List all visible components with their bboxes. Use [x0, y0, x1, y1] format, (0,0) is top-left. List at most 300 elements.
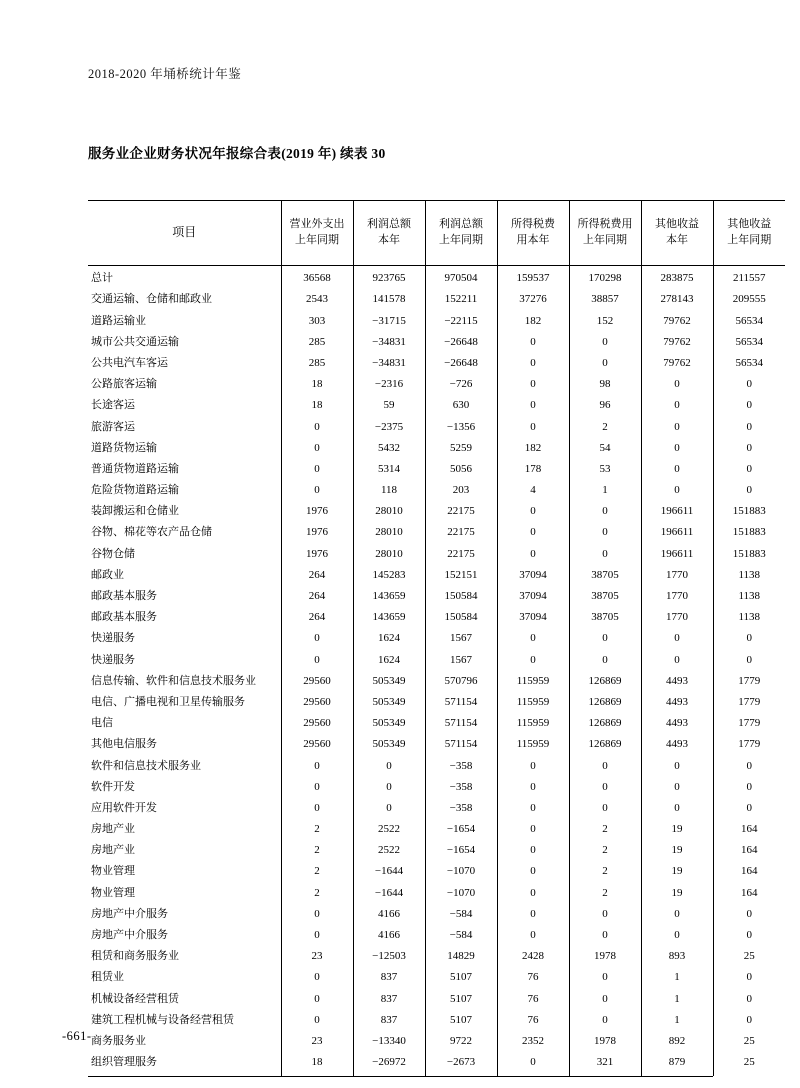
table-cell: 278143	[641, 290, 713, 311]
table-cell: 0	[497, 862, 569, 883]
table-row	[88, 311, 785, 332]
table-cell: 0	[569, 904, 641, 925]
table-cell: 0	[713, 459, 785, 480]
table-cell: 152	[569, 311, 641, 332]
table-cell: −358	[425, 798, 497, 819]
column-header-line1: 利润总额	[367, 218, 411, 231]
table-cell: 0	[641, 925, 713, 946]
table-cell: 38857	[569, 290, 641, 311]
table-cell: 0	[713, 374, 785, 395]
table-cell: 571154	[425, 692, 497, 713]
table-cell: 0	[569, 650, 641, 671]
table-row	[88, 417, 785, 438]
table-cell: −1644	[353, 883, 425, 904]
table-cell: 505349	[353, 671, 425, 692]
column-header-line2: 本年	[378, 234, 400, 246]
table-cell: 1978	[569, 946, 641, 967]
table-cell: 36568	[281, 266, 353, 290]
table-cell: 0	[641, 438, 713, 459]
table-cell: 0	[713, 925, 785, 946]
table-row	[88, 756, 785, 777]
table-cell: −1356	[425, 417, 497, 438]
column-header-income-tax-prev	[569, 201, 641, 266]
table-cell: 1567	[425, 629, 497, 650]
row-label: 房地产中介服务	[88, 904, 281, 925]
table-cell: 923765	[353, 266, 425, 290]
table-cell: 0	[569, 332, 641, 353]
row-label: 租赁和商务服务业	[88, 946, 281, 967]
table-cell: 0	[641, 798, 713, 819]
column-header-income-tax-current	[497, 201, 569, 266]
table-body	[88, 266, 785, 1076]
table-cell: 2543	[281, 290, 353, 311]
table-cell: 19	[641, 840, 713, 861]
row-label: 建筑工程机械与设备经营租赁	[88, 1010, 281, 1031]
table-cell: 0	[641, 480, 713, 501]
row-label: 商务服务业	[88, 1031, 281, 1052]
table-cell: 0	[569, 989, 641, 1010]
table-row	[88, 332, 785, 353]
column-header-other-income-current	[641, 201, 713, 266]
table-cell: 1976	[281, 544, 353, 565]
row-label: 道路货物运输	[88, 438, 281, 459]
table-cell: 0	[497, 523, 569, 544]
table-cell: 28010	[353, 523, 425, 544]
table-cell: 0	[569, 968, 641, 989]
table-cell: 196611	[641, 501, 713, 522]
table-row	[88, 650, 785, 671]
table-cell: 1624	[353, 629, 425, 650]
table-cell: 126869	[569, 692, 641, 713]
table-cell: 0	[353, 756, 425, 777]
table-cell: 19	[641, 862, 713, 883]
table-cell: 151883	[713, 523, 785, 544]
table-cell: 0	[497, 417, 569, 438]
table-cell: −26648	[425, 353, 497, 374]
table-cell: −26972	[353, 1052, 425, 1076]
table-row	[88, 396, 785, 417]
table-cell: 570796	[425, 671, 497, 692]
table-cell: −12503	[353, 946, 425, 967]
table-cell: 0	[497, 798, 569, 819]
table-cell: 0	[497, 819, 569, 840]
table-row	[88, 607, 785, 628]
table-cell: 1138	[713, 586, 785, 607]
table-cell: 1976	[281, 501, 353, 522]
table-cell: 630	[425, 396, 497, 417]
table-row	[88, 862, 785, 883]
table-cell: −13340	[353, 1031, 425, 1052]
table-cell: 0	[281, 756, 353, 777]
table-cell: 0	[569, 544, 641, 565]
table-row	[88, 565, 785, 586]
row-label: 旅游客运	[88, 417, 281, 438]
table-cell: 98	[569, 374, 641, 395]
table-cell: 37276	[497, 290, 569, 311]
column-header-line2: 上年同期	[295, 234, 339, 246]
table-cell: 0	[569, 353, 641, 374]
table-cell: 321	[569, 1052, 641, 1076]
table-cell: 0	[713, 650, 785, 671]
table-cell: 25	[713, 1031, 785, 1052]
table-cell: 4493	[641, 671, 713, 692]
table-cell: 0	[713, 904, 785, 925]
table-cell: 28010	[353, 544, 425, 565]
table-cell: 1779	[713, 671, 785, 692]
row-label: 谷物仓储	[88, 544, 281, 565]
table-cell: 115959	[497, 713, 569, 734]
table-row	[88, 501, 785, 522]
row-label: 信息传输、软件和信息技术服务业	[88, 671, 281, 692]
table-cell: 164	[713, 819, 785, 840]
table-cell: 0	[281, 798, 353, 819]
table-cell: 1	[641, 989, 713, 1010]
table-cell: 2352	[497, 1031, 569, 1052]
table-row	[88, 671, 785, 692]
table-cell: 0	[641, 396, 713, 417]
table-cell: 4493	[641, 713, 713, 734]
table-cell: 0	[281, 925, 353, 946]
table-cell: 283875	[641, 266, 713, 290]
table-cell: 0	[281, 417, 353, 438]
table-cell: 285	[281, 353, 353, 374]
column-header-line1: 其他收益	[727, 218, 772, 231]
table-cell: 0	[713, 777, 785, 798]
table-cell: 0	[497, 756, 569, 777]
table-cell: 56534	[713, 311, 785, 332]
table-cell: −358	[425, 756, 497, 777]
row-label: 电信	[88, 713, 281, 734]
table-cell: 14829	[425, 946, 497, 967]
table-cell: 2522	[353, 840, 425, 861]
table-cell: 159537	[497, 266, 569, 290]
table-cell: 571154	[425, 713, 497, 734]
row-label: 总计	[88, 266, 281, 290]
table-cell: 54	[569, 438, 641, 459]
table-cell: 0	[569, 523, 641, 544]
table-cell: 2	[569, 417, 641, 438]
table-header	[88, 201, 785, 266]
table-cell: 0	[281, 777, 353, 798]
table-cell: 505349	[353, 713, 425, 734]
table-cell: 29560	[281, 692, 353, 713]
table-row	[88, 266, 785, 290]
table-cell: 0	[281, 650, 353, 671]
table-cell: 209555	[713, 290, 785, 311]
table-cell: −2673	[425, 1052, 497, 1076]
table-cell: 0	[281, 480, 353, 501]
table-cell: 150584	[425, 607, 497, 628]
table-cell: 56534	[713, 332, 785, 353]
table-cell: 5314	[353, 459, 425, 480]
row-label: 公路旅客运输	[88, 374, 281, 395]
table-cell: 0	[497, 629, 569, 650]
table-row	[88, 946, 785, 967]
table-cell: 0	[641, 374, 713, 395]
table-cell: 0	[353, 777, 425, 798]
table-cell: 879	[641, 1052, 713, 1076]
table-cell: 196611	[641, 544, 713, 565]
table-cell: 0	[569, 777, 641, 798]
row-label: 公共电汽车客运	[88, 353, 281, 374]
table-cell: 2	[569, 862, 641, 883]
table-row	[88, 735, 785, 756]
table-cell: −34831	[353, 353, 425, 374]
table-cell: 2	[569, 883, 641, 904]
table-cell: 150584	[425, 586, 497, 607]
table-row	[88, 904, 785, 925]
row-label: 邮政基本服务	[88, 586, 281, 607]
table-cell: 5259	[425, 438, 497, 459]
running-head: 2018-2020 年埇桥统计年鉴	[88, 67, 242, 81]
table-cell: 4	[497, 480, 569, 501]
table-cell: 37094	[497, 565, 569, 586]
table-cell: 837	[353, 1010, 425, 1031]
table-cell: 1	[641, 968, 713, 989]
table-cell: 0	[713, 968, 785, 989]
table-cell: 56534	[713, 353, 785, 374]
table-cell: 303	[281, 311, 353, 332]
table-cell: 2	[281, 819, 353, 840]
table-cell: 0	[281, 1010, 353, 1031]
column-header-line1: 所得税费用	[577, 218, 633, 231]
table-cell: 18	[281, 374, 353, 395]
table-row	[88, 968, 785, 989]
table-cell: 178	[497, 459, 569, 480]
column-header-line2: 用本年	[516, 234, 550, 246]
table-cell: 0	[353, 798, 425, 819]
table-cell: 0	[497, 925, 569, 946]
table-cell: 0	[713, 1010, 785, 1031]
table-cell: 22175	[425, 523, 497, 544]
table-cell: 1138	[713, 607, 785, 628]
column-header-total-profit-current	[353, 201, 425, 266]
table-cell: 164	[713, 883, 785, 904]
table-cell: 0	[569, 501, 641, 522]
table-cell: 837	[353, 989, 425, 1010]
row-label: 物业管理	[88, 862, 281, 883]
table-cell: 0	[641, 459, 713, 480]
table-cell: 0	[569, 1010, 641, 1031]
table-cell: 0	[281, 459, 353, 480]
table-cell: 38705	[569, 607, 641, 628]
row-label: 谷物、棉花等农产品仓储	[88, 523, 281, 544]
row-label: 交通运输、仓储和邮政业	[88, 290, 281, 311]
table-cell: 0	[641, 629, 713, 650]
column-header-line1: 所得税费	[511, 218, 555, 231]
row-label: 邮政业	[88, 565, 281, 586]
table-row	[88, 798, 785, 819]
table-cell: 2	[281, 883, 353, 904]
table-cell: −31715	[353, 311, 425, 332]
table-cell: −1654	[425, 819, 497, 840]
table-cell: 0	[713, 417, 785, 438]
table-cell: 505349	[353, 692, 425, 713]
table-cell: 571154	[425, 735, 497, 756]
table-cell: 5432	[353, 438, 425, 459]
table-cell: 1976	[281, 523, 353, 544]
table-row	[88, 1052, 785, 1076]
table-row	[88, 925, 785, 946]
table-cell: 1779	[713, 735, 785, 756]
table-cell: 126869	[569, 735, 641, 756]
row-label: 长途客运	[88, 396, 281, 417]
table-cell: 151883	[713, 501, 785, 522]
table-cell: 970504	[425, 266, 497, 290]
row-label: 房地产中介服务	[88, 925, 281, 946]
table-cell: 211557	[713, 266, 785, 290]
column-header-line1: 营业外支出	[289, 218, 345, 231]
table-cell: 0	[497, 650, 569, 671]
table-cell: 182	[497, 438, 569, 459]
table-cell: 29560	[281, 713, 353, 734]
table-cell: 126869	[569, 713, 641, 734]
table-cell: 2	[569, 840, 641, 861]
table-cell: 1978	[569, 1031, 641, 1052]
column-header-line2: 上年同期	[583, 234, 627, 246]
table-cell: 892	[641, 1031, 713, 1052]
table-cell: 0	[497, 332, 569, 353]
column-header-total-profit-prev	[425, 201, 497, 266]
table-cell: 0	[281, 904, 353, 925]
table-row	[88, 989, 785, 1010]
table-cell: 115959	[497, 692, 569, 713]
table-cell: 1567	[425, 650, 497, 671]
table-cell: 143659	[353, 607, 425, 628]
table-cell: 76	[497, 989, 569, 1010]
table-row	[88, 819, 785, 840]
table-cell: 182	[497, 311, 569, 332]
table-cell: −22115	[425, 311, 497, 332]
table-cell: 164	[713, 840, 785, 861]
table-cell: 4166	[353, 925, 425, 946]
table-cell: 837	[353, 968, 425, 989]
table-cell: 196611	[641, 523, 713, 544]
table-cell: 1770	[641, 565, 713, 586]
table-row	[88, 523, 785, 544]
table-cell: 893	[641, 946, 713, 967]
table-row	[88, 586, 785, 607]
table-cell: 22175	[425, 501, 497, 522]
table-cell: 9722	[425, 1031, 497, 1052]
table-cell: 76	[497, 968, 569, 989]
table-cell: 0	[281, 989, 353, 1010]
table-cell: 1779	[713, 692, 785, 713]
table-cell: 115959	[497, 671, 569, 692]
table-cell: 5107	[425, 968, 497, 989]
table-cell: 118	[353, 480, 425, 501]
table-cell: 1	[569, 480, 641, 501]
table-cell: 38705	[569, 586, 641, 607]
table-cell: 0	[641, 756, 713, 777]
table-cell: 19	[641, 883, 713, 904]
table-row	[88, 713, 785, 734]
table-cell: −1070	[425, 883, 497, 904]
table-cell: 143659	[353, 586, 425, 607]
table-row	[88, 374, 785, 395]
table-row	[88, 459, 785, 480]
table-cell: 0	[281, 968, 353, 989]
column-header-nonoperating-expense-prev	[281, 201, 353, 266]
statistical-table-container	[88, 200, 772, 1077]
table-cell: 164	[713, 862, 785, 883]
table-cell: 0	[641, 904, 713, 925]
table-cell: −2375	[353, 417, 425, 438]
table-row	[88, 353, 785, 374]
table-cell: −2316	[353, 374, 425, 395]
column-header-line2: 本年	[666, 234, 688, 246]
table-cell: 285	[281, 332, 353, 353]
row-label: 道路运输业	[88, 311, 281, 332]
table-row	[88, 480, 785, 501]
table-cell: 37094	[497, 607, 569, 628]
table-cell: 2	[281, 862, 353, 883]
table-cell: 2	[281, 840, 353, 861]
row-label: 危险货物道路运输	[88, 480, 281, 501]
table-cell: 0	[281, 629, 353, 650]
table-cell: 2428	[497, 946, 569, 967]
table-cell: −34831	[353, 332, 425, 353]
row-label: 应用软件开发	[88, 798, 281, 819]
table-cell: 96	[569, 396, 641, 417]
table-cell: 0	[713, 480, 785, 501]
table-cell: 2	[569, 819, 641, 840]
table-row	[88, 544, 785, 565]
table-cell: 37094	[497, 586, 569, 607]
row-label: 普通货物道路运输	[88, 459, 281, 480]
table-cell: 4493	[641, 692, 713, 713]
table-cell: 23	[281, 946, 353, 967]
table-cell: 0	[569, 798, 641, 819]
table-row	[88, 777, 785, 798]
row-label: 软件开发	[88, 777, 281, 798]
table-cell: 1770	[641, 586, 713, 607]
table-cell: 25	[713, 946, 785, 967]
table-cell: 0	[569, 756, 641, 777]
page-number: -661-	[62, 1029, 92, 1043]
row-label: 装卸搬运和仓储业	[88, 501, 281, 522]
table-cell: 0	[497, 353, 569, 374]
column-header-line1: 项目	[172, 225, 197, 240]
table-row	[88, 290, 785, 311]
table-cell: 145283	[353, 565, 425, 586]
table-cell: 76	[497, 1010, 569, 1031]
table-cell: 29560	[281, 735, 353, 756]
table-cell: 264	[281, 607, 353, 628]
table-cell: 0	[497, 904, 569, 925]
table-cell: 0	[497, 840, 569, 861]
table-cell: −584	[425, 904, 497, 925]
table-bottom-rule	[88, 1076, 713, 1077]
row-label: 组织管理服务	[88, 1052, 281, 1076]
table-cell: 53	[569, 459, 641, 480]
row-label: 租赁业	[88, 968, 281, 989]
table-cell: 79762	[641, 332, 713, 353]
column-header-line2: 上年同期	[439, 234, 483, 246]
table-cell: 28010	[353, 501, 425, 522]
statistical-table	[88, 200, 785, 1076]
table-row	[88, 1010, 785, 1031]
table-header-row	[88, 201, 785, 266]
table-cell: 4166	[353, 904, 425, 925]
table-cell: 5056	[425, 459, 497, 480]
table-cell: 1624	[353, 650, 425, 671]
table-cell: 38705	[569, 565, 641, 586]
table-cell: 0	[713, 989, 785, 1010]
table-cell: 0	[569, 629, 641, 650]
table-cell: 0	[641, 777, 713, 798]
table-cell: 0	[641, 417, 713, 438]
